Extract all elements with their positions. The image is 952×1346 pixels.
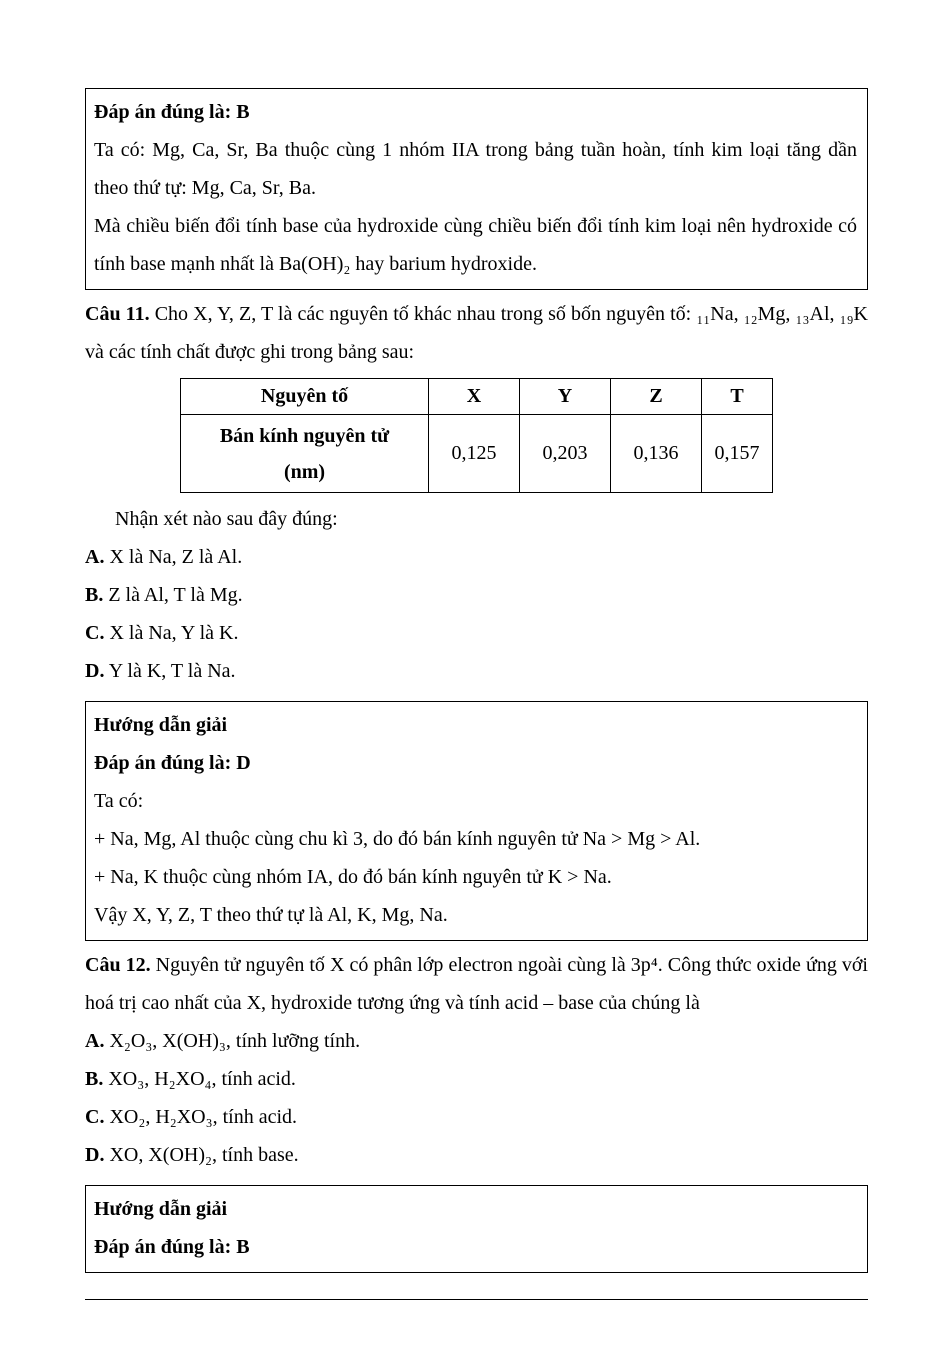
option-letter: D. <box>85 660 105 682</box>
option-letter: A. <box>85 1030 105 1052</box>
option-letter: D. <box>85 1144 105 1166</box>
table-header-y: Y <box>520 379 611 415</box>
option-text: X là Na, Z là Al. <box>109 546 243 568</box>
answer-label: Đáp án đúng là: D <box>94 752 251 774</box>
option-letter: B. <box>85 1068 104 1090</box>
explanation-paragraph: Ta có: Mg, Ca, Sr, Ba thuộc cùng 1 nhóm IIA trong bảng tuần hoàn, tính kim loại tăng dần theo thứ tự: Mg, Ca, Sr, Ba. <box>94 139 857 199</box>
answer-label: Đáp án đúng là: B <box>94 1236 250 1258</box>
option-text: XO₃, H₂XO₄, tính acid. <box>108 1068 296 1090</box>
solution-line: Ta có: <box>94 790 144 812</box>
solution-line: Vậy X, Y, Z, T theo thứ tự là Al, K, Mg, Na. <box>94 904 448 926</box>
option-text: Z là Al, T là Mg. <box>108 584 243 606</box>
option-b <box>85 1060 868 1098</box>
option-text: XO, X(OH)₂, tính base. <box>109 1144 299 1166</box>
answer-line <box>94 744 857 782</box>
option-a <box>85 538 868 576</box>
q11-options <box>85 538 868 690</box>
question-text: Nguyên tử nguyên tố X có phân lớp electron ngoài cùng là 3p⁴. Công thức oxide ứng với hoá trị cao nhất của X, hydroxide tương ứng và tính acid – base của chúng là <box>85 954 868 1014</box>
option-a <box>85 1022 868 1060</box>
question-11 <box>85 295 868 371</box>
question-number: Câu 11. <box>85 303 150 325</box>
option-text: XO₂, H₂XO₃, tính acid. <box>109 1106 298 1128</box>
solution-box-q11 <box>85 701 868 941</box>
option-letter: C. <box>85 1106 105 1128</box>
option-text: X là Na, Y là K. <box>109 622 239 644</box>
option-c <box>85 614 868 652</box>
table-data-row <box>181 415 773 493</box>
option-d <box>85 1136 868 1174</box>
solution-box-q12 <box>85 1185 868 1273</box>
option-letter: C. <box>85 622 105 644</box>
radius-value-x: 0,125 <box>429 415 520 493</box>
answer-label: Đáp án đúng là: B <box>94 101 250 123</box>
answer-line <box>94 93 857 131</box>
radius-value-t: 0,157 <box>702 415 773 493</box>
option-letter: A. <box>85 546 105 568</box>
option-letter: B. <box>85 584 104 606</box>
radius-value-z: 0,136 <box>611 415 702 493</box>
solution-line: + Na, K thuộc cùng nhóm IA, do đó bán kính nguyên tử K > Na. <box>94 866 612 888</box>
element-properties-table <box>180 378 773 493</box>
solution-heading: Hướng dẫn giải <box>94 714 228 736</box>
option-text: X₂O₃, X(OH)₃, tính lưỡng tính. <box>109 1030 361 1052</box>
radius-row-label: Bán kính nguyên tử (nm) <box>181 415 429 493</box>
table-header-element: Nguyên tố <box>181 379 429 415</box>
explanation-paragraph: Mà chiều biến đổi tính base của hydroxide cùng chiều biến đổi tính kim loại nên hydroxide có tính base mạnh nhất là Ba(OH)₂ hay barium hydroxide. <box>94 215 857 275</box>
answer-line <box>94 1228 857 1266</box>
q12-options <box>85 1022 868 1174</box>
solution-line: + Na, Mg, Al thuộc cùng chu kì 3, do đó bán kính nguyên tử Na > Mg > Al. <box>94 828 701 850</box>
question-prompt: Nhận xét nào sau đây đúng: <box>115 508 338 530</box>
option-d <box>85 652 868 690</box>
radius-value-y: 0,203 <box>520 415 611 493</box>
next-box-top-border <box>85 1299 868 1300</box>
table-header-t: T <box>702 379 773 415</box>
table-header-x: X <box>429 379 520 415</box>
option-c <box>85 1098 868 1136</box>
question-text: Cho X, Y, Z, T là các nguyên tố khác nhau trong số bốn nguyên tố: ₁₁Na, ₁₂Mg, ₁₃Al, ₁₉K và các tính chất được ghi trong bảng sau: <box>85 303 869 363</box>
question-number: Câu 12. <box>85 954 151 976</box>
solution-heading: Hướng dẫn giải <box>94 1198 228 1220</box>
option-b <box>85 576 868 614</box>
option-text: Y là K, T là Na. <box>108 660 236 682</box>
table-header-z: Z <box>611 379 702 415</box>
question-12 <box>85 946 868 1022</box>
table-header-row <box>181 379 773 415</box>
solution-box-q10 <box>85 88 868 290</box>
